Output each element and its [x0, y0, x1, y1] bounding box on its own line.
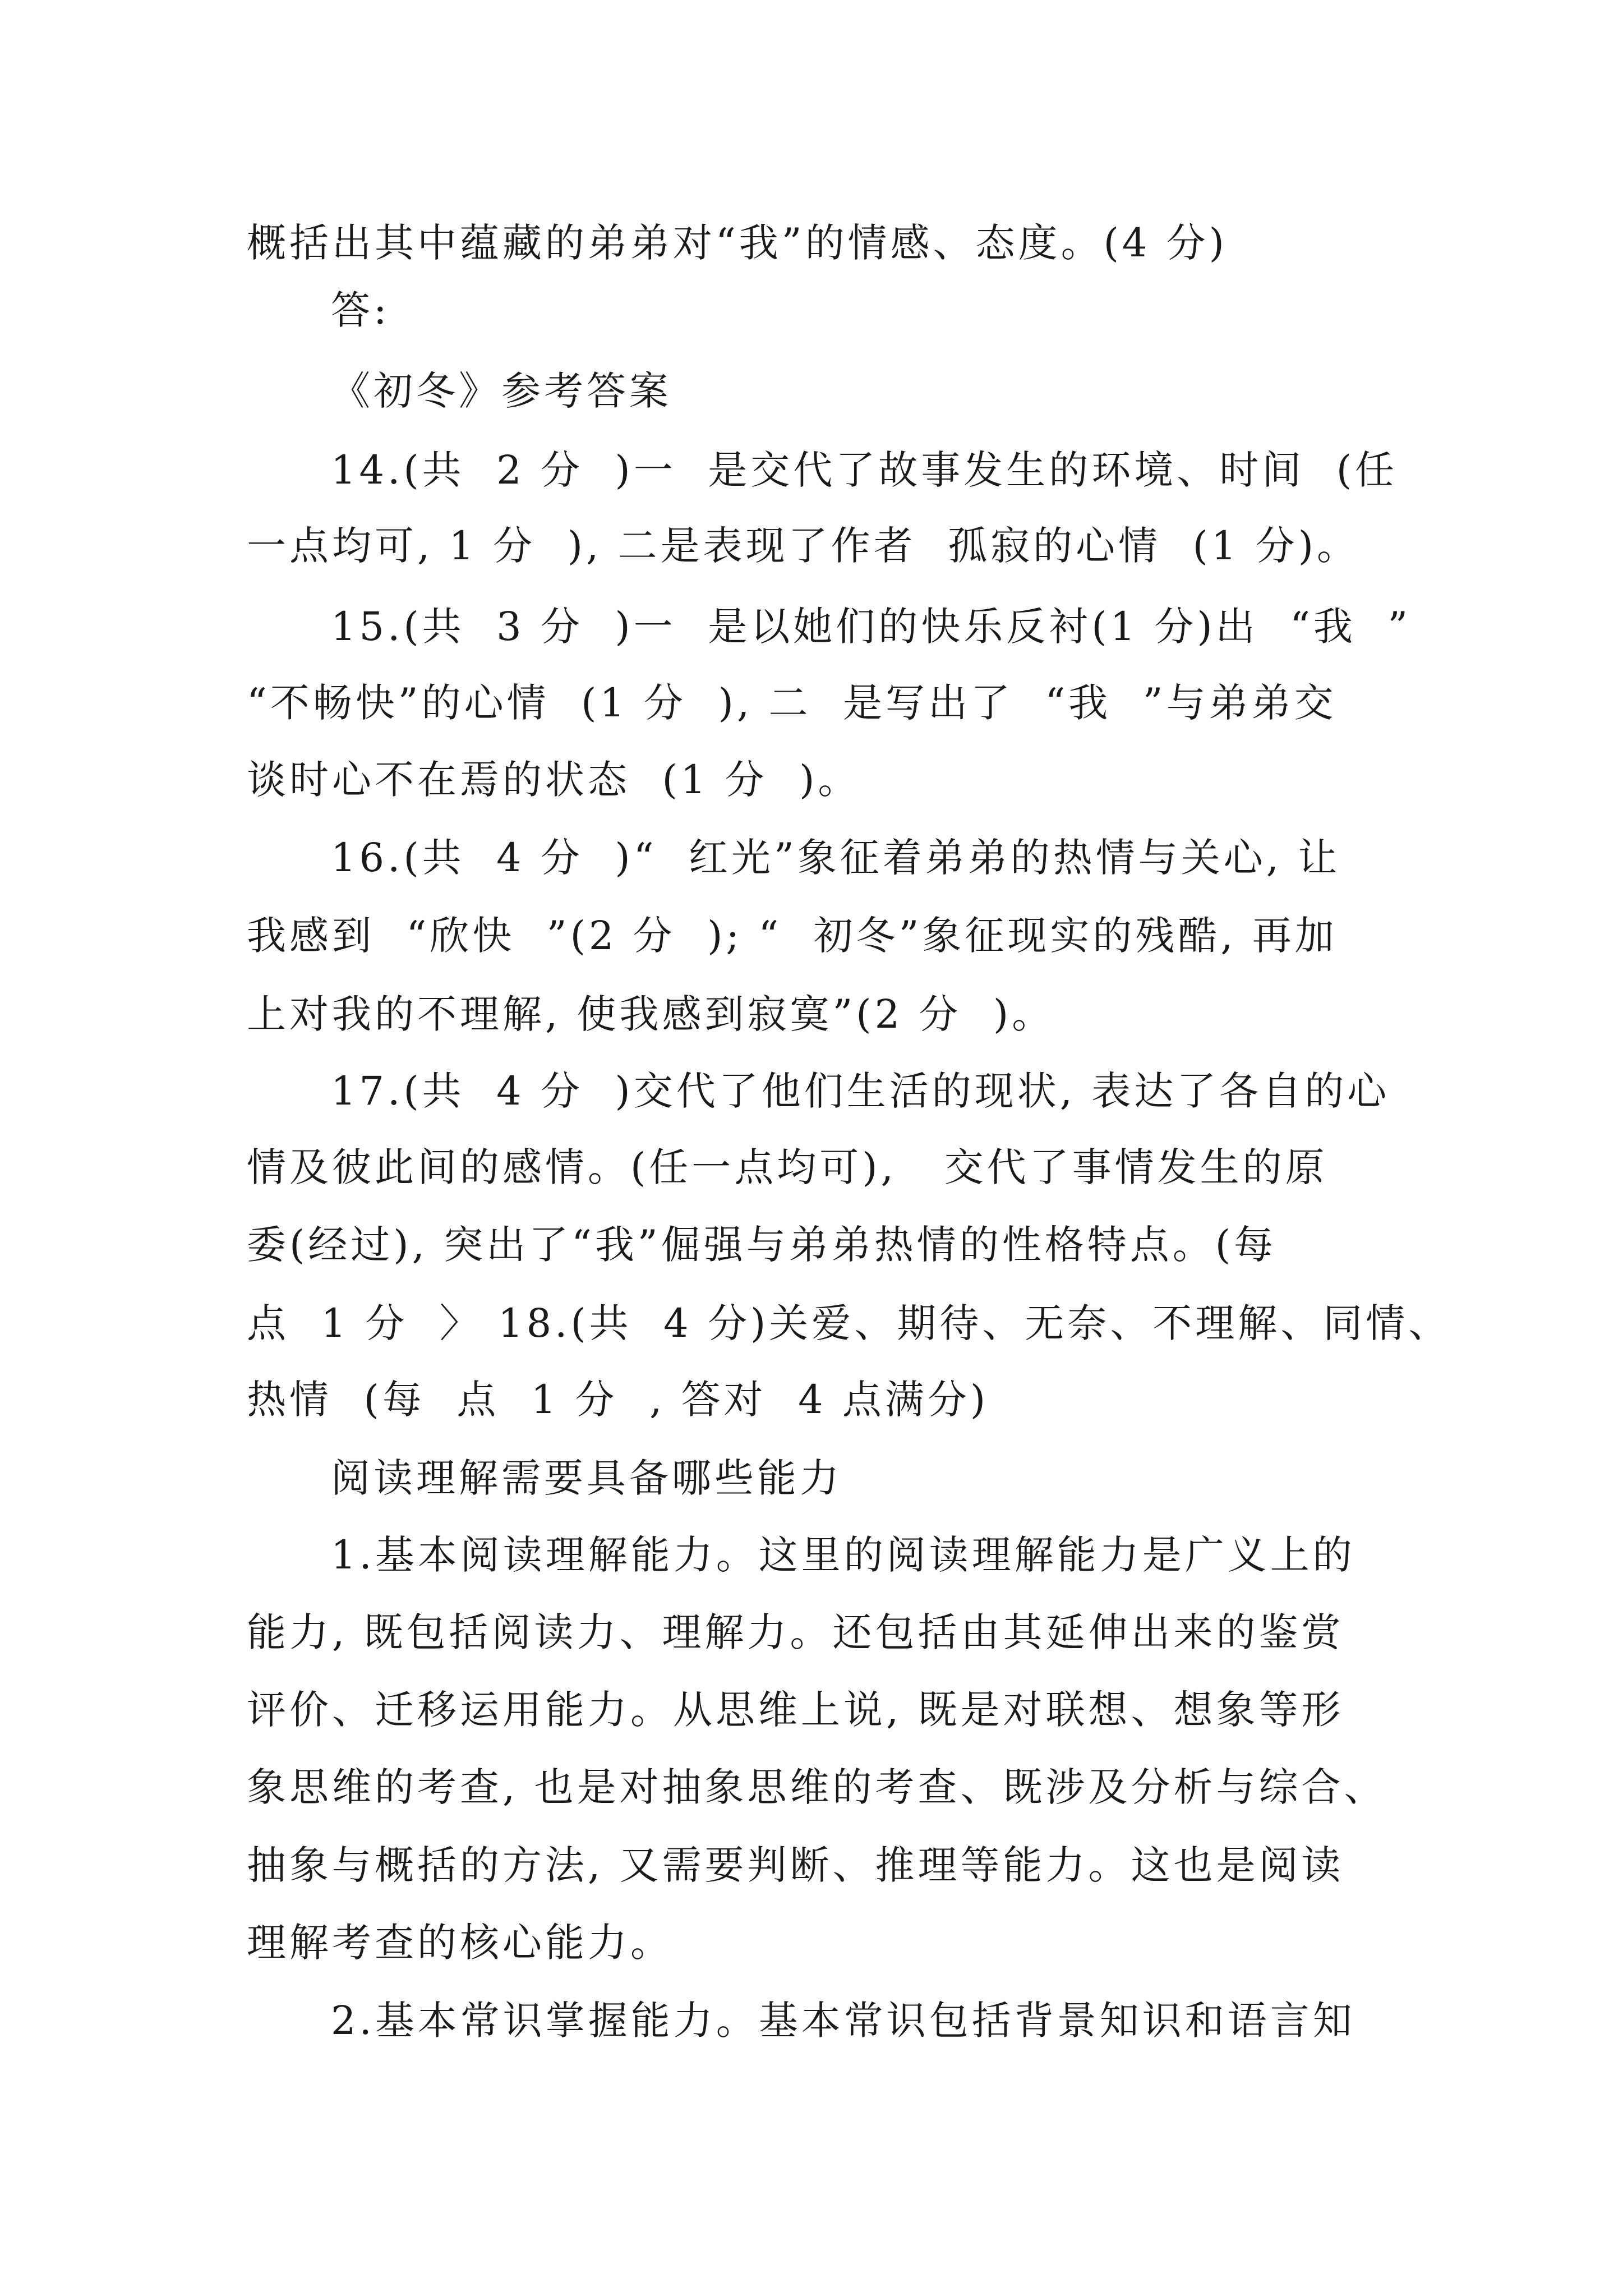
answer-16-line-3: 上对我的不理解, 使我感到寂寞”(2 分 )。 — [247, 991, 1055, 1037]
paragraph-1-line-3: 评价、迁移运用能力。从思维上说, 既是对联想、想象等形 — [247, 1687, 1344, 1733]
paragraph-1-line-4: 象思维的考查, 也是对抽象思维的考查、既涉及分析与综合、 — [247, 1764, 1387, 1810]
answer-16-line-2: 我感到 “欣快 ”(2 分 ); “ 初冬”象征现实的残酷, 再加 — [247, 913, 1338, 959]
answer-15-line-3: 谈时心不在焉的状态 (1 分 )。 — [247, 757, 861, 803]
paragraph-1-line-2: 能力, 既包括阅读力、理解力。还包括由其延伸出来的鉴赏 — [247, 1609, 1344, 1655]
answer-14-line-2: 一点均可, 1 分 ), 二是表现了作者 孤寂的心情 (1 分)。 — [247, 523, 1360, 569]
answer-16-line-1: 16.(共 4 分 )“ 红光”象征着弟弟的热情与关心, 让 — [331, 835, 1341, 881]
article-heading: 阅读理解需要具备哪些能力 — [331, 1455, 842, 1501]
answer-18-line-1: 点 1 分 〉 18.(共 4 分)关爱、期待、无奈、不理解、同情、 — [247, 1300, 1451, 1346]
paragraph-2-line-1: 2.基本常识掌握能力。基本常识包括背景知识和语言知 — [331, 1998, 1355, 2044]
answer-15-line-2: “不畅快”的心情 (1 分 ), 二 是写出了 “我 ”与弟弟交 — [247, 680, 1337, 726]
paragraph-1-line-6: 理解考查的核心能力。 — [247, 1920, 673, 1966]
answer-14-line-1: 14.(共 2 分 )一 是交代了故事发生的环境、时间 (任 — [331, 447, 1398, 493]
answer-17-line-1: 17.(共 4 分 )交代了他们生活的现状, 表达了各自的心 — [331, 1068, 1390, 1114]
answer-label: 答: — [331, 287, 390, 333]
answer-18-line-2: 热情 (每 点 1 分 , 答对 4 点满分) — [247, 1377, 989, 1423]
section-heading: 《初冬》参考答案 — [331, 368, 672, 414]
question-prompt-line: 概括出其中蕴藏的弟弟对“我”的情感、态度。(4 分) — [247, 220, 1228, 266]
answer-15-line-1: 15.(共 3 分 )一 是以她们的快乐反衬(1 分)出 “我 ” — [331, 604, 1412, 650]
paragraph-1-line-1: 1.基本阅读理解能力。这里的阅读理解能力是广义上的 — [331, 1532, 1355, 1578]
paragraph-1-line-5: 抽象与概括的方法, 又需要判断、推理等能力。这也是阅读 — [247, 1842, 1344, 1888]
answer-17-line-3: 委(经过), 突出了“我”倔强与弟弟热情的性格特点。(每 — [247, 1222, 1277, 1268]
answer-17-line-2: 情及彼此间的感情。(任一点均可), 交代了事情发生的原 — [247, 1144, 1328, 1190]
